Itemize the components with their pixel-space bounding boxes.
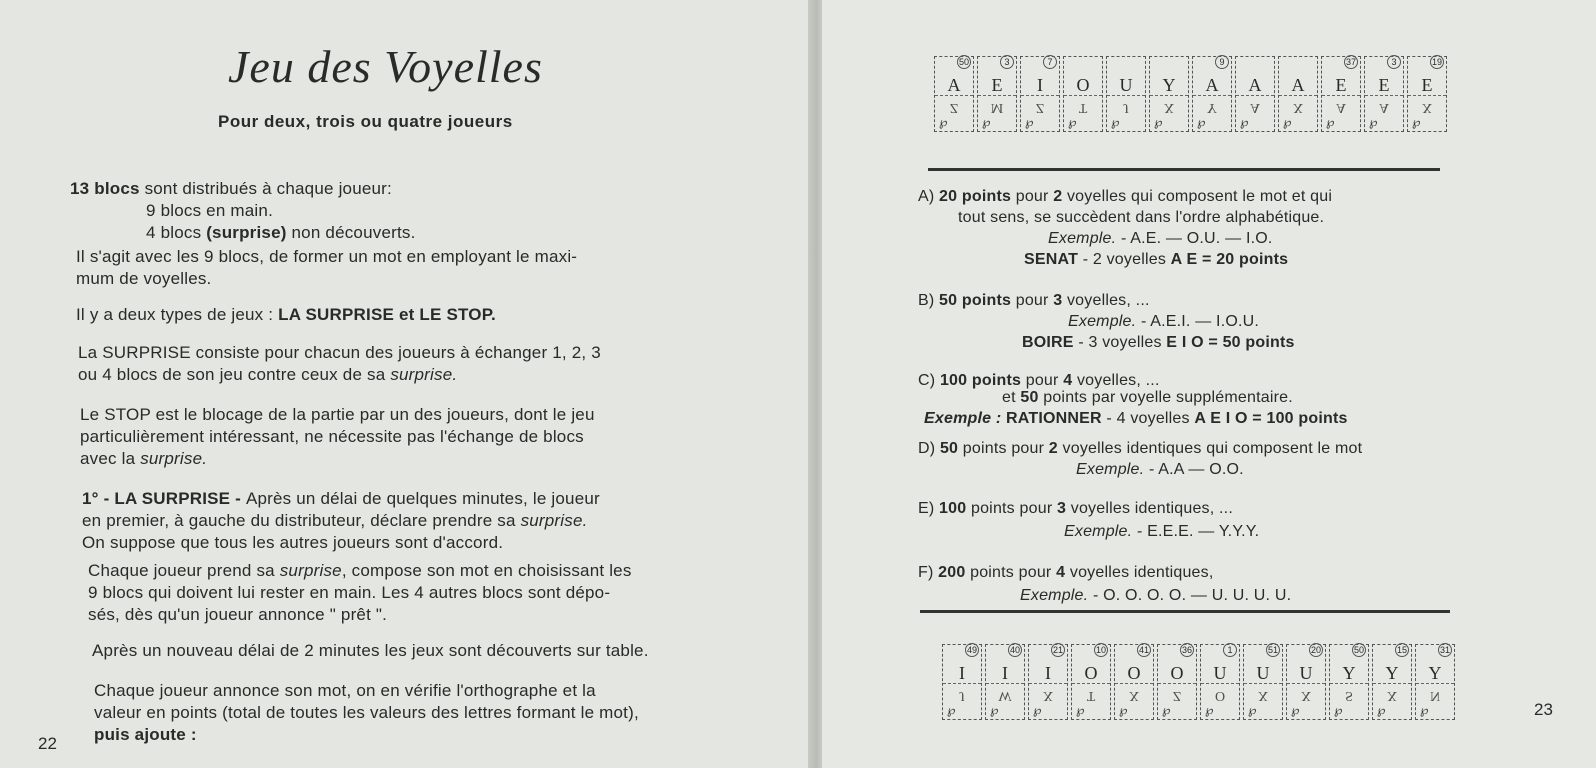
value-badge: 20 <box>1310 645 1321 655</box>
block-letter: O <box>1170 663 1184 683</box>
text: points pour <box>966 500 1057 517</box>
value-badge: 51 <box>1267 645 1278 655</box>
mirrored-letter: X <box>1163 100 1175 115</box>
block-divider <box>1029 683 1067 684</box>
swirl-icon: ℘ <box>1248 703 1257 717</box>
block-divider <box>1365 95 1403 96</box>
letter-block <box>1071 644 1111 720</box>
text: points pour <box>965 564 1057 581</box>
letter-block <box>1243 644 1283 720</box>
example-label: Exemple. <box>1020 587 1089 604</box>
block-letter: U <box>1119 75 1133 95</box>
mirrored-letter: O <box>1214 688 1226 703</box>
text-line: puis ajoute : <box>94 725 197 744</box>
swirl-icon: ℘ <box>1033 703 1042 717</box>
mirrored-letter: X <box>1128 688 1140 703</box>
bold-text: = 100 points <box>1247 410 1348 427</box>
block-divider <box>1158 683 1196 684</box>
swirl-icon: ℘ <box>1111 115 1120 129</box>
text: en premier, à gauche du distributeur, déclare prendre sa <box>82 511 521 530</box>
paragraph-stop <box>80 404 595 470</box>
block-divider <box>1107 95 1145 96</box>
block-divider <box>1279 95 1317 96</box>
letter-block <box>1106 56 1146 132</box>
letter-block <box>1321 56 1361 132</box>
block-divider <box>1322 95 1360 96</box>
text: pour <box>1011 188 1054 205</box>
bold-text: 2 <box>1048 440 1058 457</box>
block-letter: I <box>959 663 965 683</box>
swirl-icon: ℘ <box>990 703 999 717</box>
divider <box>920 610 1450 613</box>
bold-text: 50 <box>1020 389 1039 406</box>
mirrored-letter: X <box>1257 688 1269 703</box>
swirl-icon: ℘ <box>1162 703 1171 717</box>
block-divider <box>1416 683 1454 684</box>
swirl-icon: ℘ <box>1291 703 1300 717</box>
block-divider <box>943 683 981 684</box>
block-divider <box>1201 683 1239 684</box>
value-badge: 10 <box>1095 645 1106 655</box>
block-letter: A <box>1248 75 1262 95</box>
page-number: 22 <box>38 734 57 753</box>
block-letter: O <box>1084 663 1098 683</box>
value-badge: 40 <box>1009 645 1020 655</box>
bold-text: 4 <box>1056 564 1066 581</box>
text: - 2 voyelles <box>1078 251 1171 268</box>
mirrored-letter: Y <box>1206 100 1218 115</box>
bold-text: 100 <box>939 500 967 517</box>
block-letter: U <box>1213 663 1227 683</box>
value-badge: 19 <box>1431 57 1442 67</box>
block-letter: Y <box>1162 75 1176 95</box>
text: non découverts. <box>286 223 416 242</box>
block-divider <box>1287 683 1325 684</box>
value-badge: 31 <box>1439 645 1450 655</box>
text-line: Chaque joueur annonce son mot, on en vérifie l'orthographe et la <box>94 681 596 700</box>
letter-block <box>1407 56 1447 132</box>
paragraph-objectif <box>76 246 577 290</box>
text: voyelles qui composent le mot et qui <box>1062 188 1333 205</box>
value-badge: 50 <box>958 57 969 67</box>
text: - O. O. O. O. — U. U. U. U. <box>1088 587 1292 604</box>
text-line: tout sens, se succèdent dans l'ordre alphabétique. <box>958 209 1325 226</box>
text: et <box>1002 389 1021 406</box>
bold-text: E I O <box>1166 334 1204 351</box>
mirrored-letter: W <box>998 688 1012 703</box>
page-number: 23 <box>1534 700 1553 719</box>
block-letter: I <box>1037 75 1043 95</box>
text-line: On suppose que tous les autres joueurs sont d'accord. <box>82 533 504 552</box>
mirrored-letter: J <box>959 688 965 703</box>
bold-text: 50 <box>939 440 959 457</box>
block-divider <box>1193 95 1231 96</box>
value-badge: 37 <box>1345 57 1356 67</box>
italic-text: surprise. <box>520 511 588 530</box>
swirl-icon: ℘ <box>1334 703 1343 717</box>
block-divider <box>1244 683 1282 684</box>
mirrored-letter: X <box>1292 100 1304 115</box>
text-line: 9 blocs en main. <box>146 201 273 220</box>
bold-text: 100 points <box>939 372 1022 389</box>
text: sont distribués à chaque joueur: <box>139 179 392 198</box>
letter-block <box>1329 644 1369 720</box>
bold-text: A E I O <box>1194 410 1248 427</box>
block-letter: Y <box>1342 663 1356 683</box>
text: points par voyelle supplémentaire. <box>1038 389 1293 406</box>
block-letter: Y <box>1385 663 1399 683</box>
bold-text: 3 <box>1053 292 1063 309</box>
page-title: Jeu des Voyelles <box>228 41 543 92</box>
value-badge: 1 <box>1223 643 1237 657</box>
text-line: 9 blocs qui doivent lui rester en main. Les 4 autres blocs sont dépo- <box>88 583 611 602</box>
bold-text: 1° - LA SURPRISE - <box>82 489 246 508</box>
rule-a <box>918 186 1332 270</box>
value-badge: 3 <box>1387 55 1401 69</box>
letter-block <box>942 644 982 720</box>
text: Après un délai de quelques minutes, le joueur <box>245 489 600 508</box>
text-line: La SURPRISE consiste pour chacun des joueurs à échanger 1, 2, 3 <box>78 343 601 362</box>
block-divider <box>986 683 1024 684</box>
mirrored-letter: X <box>1042 688 1054 703</box>
text: voyelles, ... <box>1062 292 1150 309</box>
swirl-icon: ℘ <box>1283 115 1292 129</box>
text: - A.E. — O.U. — I.O. <box>1116 230 1273 247</box>
block-letter: O <box>1076 75 1090 95</box>
paragraph-delai: Après un nouveau délai de 2 minutes les jeux sont découverts sur table. <box>92 641 649 660</box>
block-divider <box>1150 95 1188 96</box>
text: - 3 voyelles <box>1073 334 1167 351</box>
text: , compose son mot en choisissant les <box>341 561 632 580</box>
letter-block <box>1114 644 1154 720</box>
swirl-icon: ℘ <box>1420 703 1429 717</box>
mirrored-letter: Z <box>949 100 959 115</box>
italic-text: surprise. <box>140 449 208 468</box>
bold-text: A E <box>1170 251 1198 268</box>
letter-block <box>1063 56 1103 132</box>
value-badge: 50 <box>1353 645 1364 655</box>
text-line: Le STOP est le blocage de la partie par un des joueurs, dont le jeu <box>80 405 595 424</box>
swirl-icon: ℘ <box>1119 703 1128 717</box>
letter-blocks-top <box>934 56 1450 132</box>
value-badge: 21 <box>1052 645 1063 655</box>
text-line: valeur en points (total de toutes les valeurs des lettres formant le mot), <box>94 703 639 722</box>
text: ou 4 blocs de son jeu contre ceux de sa <box>78 365 391 384</box>
paragraph-annonce <box>94 680 639 746</box>
right-page <box>822 0 1596 768</box>
bold-text: 20 points <box>939 188 1012 205</box>
example-label: Exemple. <box>1068 313 1137 330</box>
mirrored-letter: N <box>1429 688 1441 703</box>
swirl-icon: ℘ <box>1412 115 1421 129</box>
letter-block <box>1157 644 1197 720</box>
bold-text: = 20 points <box>1197 251 1289 268</box>
bold-text: RATIONNER <box>1006 410 1102 427</box>
letter-block <box>1278 56 1318 132</box>
swirl-icon: ℘ <box>947 703 956 717</box>
text: voyelles, ... <box>1072 372 1160 389</box>
block-letter: O <box>1127 663 1141 683</box>
bold-text: 50 points <box>939 292 1012 309</box>
block-divider <box>1373 683 1411 684</box>
block-letter: E <box>1421 75 1433 95</box>
bold-text: 13 blocs <box>70 179 140 198</box>
letter-block <box>977 56 1017 132</box>
block-letter: A <box>1291 75 1305 95</box>
mirrored-letter: T <box>1078 100 1088 115</box>
value-badge: 36 <box>1181 645 1192 655</box>
block-letter: U <box>1299 663 1313 683</box>
block-letter: E <box>991 75 1003 95</box>
block-divider <box>978 95 1016 96</box>
bold-text: et <box>394 305 420 324</box>
text: pour <box>1021 372 1064 389</box>
mirrored-letter: T <box>1086 688 1096 703</box>
letter-block <box>1149 56 1189 132</box>
mirrored-letter: A <box>1249 100 1261 115</box>
example-label: Exemple. <box>1076 461 1145 478</box>
swirl-icon: ℘ <box>1076 703 1085 717</box>
rule-c <box>918 370 1348 429</box>
value-badge: 41 <box>1138 645 1149 655</box>
block-divider <box>1021 95 1059 96</box>
paragraph-types <box>76 304 496 326</box>
paragraph-la-surprise <box>82 488 600 554</box>
text: - A.A — O.O. <box>1144 461 1244 478</box>
swirl-icon: ℘ <box>982 115 991 129</box>
value-badge: 15 <box>1396 645 1407 655</box>
bold-text: LE STOP. <box>419 305 496 324</box>
block-letter: E <box>1335 75 1347 95</box>
text: - A.E.I. — I.O.U. <box>1136 313 1260 330</box>
text-line: sés, dès qu'un joueur annonce " prêt ". <box>88 605 388 624</box>
block-divider <box>1115 683 1153 684</box>
mirrored-letter: Z <box>1035 100 1045 115</box>
text: voyelles identiques, ... <box>1066 500 1233 517</box>
rule-e <box>918 498 1259 542</box>
block-letter: Y <box>1428 663 1442 683</box>
bold-text: 4 <box>1063 372 1073 389</box>
example-label: Exemple. <box>1064 523 1133 540</box>
swirl-icon: ℘ <box>1025 115 1034 129</box>
text: Chaque joueur prend sa <box>88 561 280 580</box>
mirrored-letter: X <box>1386 688 1398 703</box>
bold-text: 3 <box>1057 500 1067 517</box>
paragraph-surprise <box>78 342 601 386</box>
text: voyelles identiques qui composent le mot <box>1057 440 1363 457</box>
letter-block <box>1235 56 1275 132</box>
italic-text: surprise. <box>390 365 458 384</box>
block-letter: U <box>1256 663 1270 683</box>
rule-f <box>918 562 1291 606</box>
bold-text: = 50 points <box>1203 334 1295 351</box>
swirl-icon: ℘ <box>1240 115 1249 129</box>
swirl-icon: ℘ <box>1326 115 1335 129</box>
block-letter: I <box>1002 663 1008 683</box>
mirrored-letter: X <box>1300 688 1312 703</box>
text: - E.E.E. — Y.Y.Y. <box>1132 523 1260 540</box>
letter-block <box>934 56 974 132</box>
paragraph-compose <box>88 560 632 626</box>
rule-letter: C) <box>918 372 940 389</box>
block-divider <box>1330 683 1368 684</box>
swirl-icon: ℘ <box>939 115 948 129</box>
value-badge: 9 <box>1215 55 1229 69</box>
letter-block <box>1200 644 1240 720</box>
mirrored-letter: Z <box>1172 688 1182 703</box>
text: pour <box>1011 292 1054 309</box>
rule-d <box>918 438 1362 480</box>
rule-letter: E) <box>918 500 940 517</box>
letter-blocks-bottom <box>942 644 1458 720</box>
example-label: Exemple : <box>924 410 1007 427</box>
bold-text: LA SURPRISE <box>278 305 395 324</box>
value-badge: 49 <box>966 645 977 655</box>
value-badge: 7 <box>1043 55 1057 69</box>
letter-block <box>985 644 1025 720</box>
text-line: particulièrement intéressant, ne nécessite pas l'échange de blocs <box>80 427 584 446</box>
text: points pour <box>958 440 1049 457</box>
swirl-icon: ℘ <box>1369 115 1378 129</box>
example-label: Exemple. <box>1048 230 1117 247</box>
block-divider <box>1072 683 1110 684</box>
letter-block <box>1192 56 1232 132</box>
bold-text: 2 <box>1053 188 1063 205</box>
block-letter: I <box>1045 663 1051 683</box>
block-divider <box>935 95 973 96</box>
divider <box>928 168 1440 171</box>
swirl-icon: ℘ <box>1197 115 1206 129</box>
bold-text: BOIRE <box>1022 334 1074 351</box>
value-badge: 3 <box>1000 55 1014 69</box>
swirl-icon: ℘ <box>1377 703 1386 717</box>
block-divider <box>1064 95 1102 96</box>
letter-block <box>1028 644 1068 720</box>
letter-block <box>1020 56 1060 132</box>
rule-b <box>918 290 1295 353</box>
bold-text: 200 <box>938 564 966 581</box>
bold-text: SENAT <box>1024 251 1079 268</box>
letter-block <box>1286 644 1326 720</box>
block-divider <box>1236 95 1274 96</box>
text: Il y a deux types de jeux : <box>76 305 279 324</box>
letter-block <box>1364 56 1404 132</box>
text-line: Il s'agit avec les 9 blocs, de former un mot en employant le maxi- <box>76 247 578 266</box>
page-subtitle: Pour deux, trois ou quatre joueurs <box>218 112 513 131</box>
block-letter: E <box>1378 75 1390 95</box>
rule-letter: B) <box>918 292 940 309</box>
italic-text: surprise <box>279 561 342 580</box>
bold-text: (surprise) <box>206 223 287 242</box>
swirl-icon: ℘ <box>1205 703 1214 717</box>
text-line: mum de voyelles. <box>76 269 212 288</box>
block-letter: A <box>1205 75 1219 95</box>
letter-block <box>1415 644 1455 720</box>
rule-letter: F) <box>918 564 939 581</box>
text: 4 blocs <box>146 223 207 242</box>
mirrored-letter: J <box>1123 100 1129 115</box>
rule-letter: D) <box>918 440 940 457</box>
block-letter: A <box>947 75 961 95</box>
text: voyelles identiques, <box>1065 564 1214 581</box>
letter-block <box>1372 644 1412 720</box>
paragraph-blocs <box>70 178 416 244</box>
text: avec la <box>80 449 141 468</box>
swirl-icon: ℘ <box>1068 115 1077 129</box>
block-divider <box>1408 95 1446 96</box>
mirrored-letter: M <box>990 100 1004 115</box>
mirrored-letter: A <box>1335 100 1347 115</box>
mirrored-letter: S <box>1345 688 1353 703</box>
rule-letter: A) <box>918 188 940 205</box>
text: - 4 voyelles <box>1101 410 1195 427</box>
swirl-icon: ℘ <box>1154 115 1163 129</box>
mirrored-letter: A <box>1378 100 1390 115</box>
mirrored-letter: X <box>1421 100 1433 115</box>
